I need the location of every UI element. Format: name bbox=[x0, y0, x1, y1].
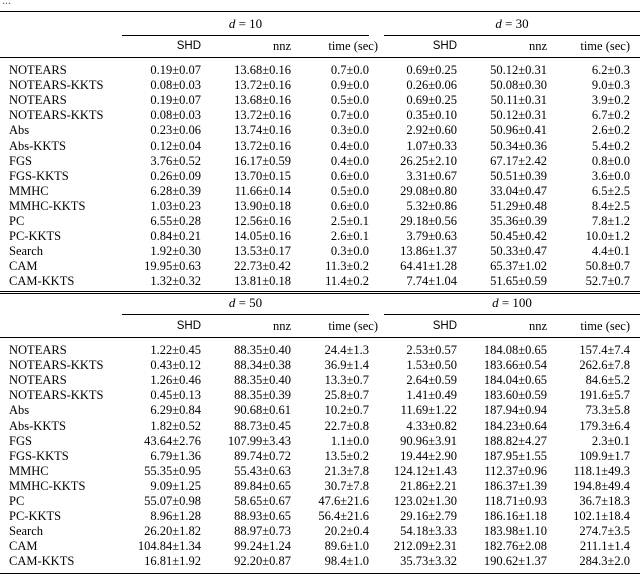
table-cell: 4.33±0.82 bbox=[406, 418, 457, 433]
table-cell: 187.95±1.55 bbox=[483, 448, 547, 463]
table-cell: 36.7±18.3 bbox=[579, 494, 630, 508]
group-header bbox=[384, 17, 640, 31]
table-cell: 184.08±0.65 bbox=[483, 343, 547, 357]
table-cell: 13.53±0.17 bbox=[234, 244, 291, 259]
table-cell: 262.6±7.8 bbox=[579, 358, 630, 373]
table-cell: 21.3±7.8 bbox=[324, 463, 369, 478]
table-cell: 50.51±0.39 bbox=[490, 168, 547, 183]
table-cell: 36.9±1.4 bbox=[324, 358, 369, 373]
group-value: 50 bbox=[249, 295, 263, 310]
table-cell: 118.1±49.3 bbox=[573, 463, 630, 478]
table-cell: 1.92±0.30 bbox=[150, 244, 201, 259]
table-cell: 90.96±3.91 bbox=[400, 433, 457, 448]
table-cell: 3.76±0.52 bbox=[150, 153, 201, 168]
table-cell: 194.8±49.4 bbox=[573, 478, 630, 493]
table-cell: 0.08±0.03 bbox=[150, 78, 201, 93]
group-header bbox=[384, 296, 640, 310]
table-cell: 107.99±3.43 bbox=[227, 433, 291, 448]
method-name: MMHC-KKTS bbox=[9, 198, 86, 213]
method-name: Abs bbox=[9, 123, 30, 138]
table-cell: 8.96±1.28 bbox=[150, 509, 201, 524]
table-cell: 16.17±0.59 bbox=[234, 153, 291, 168]
table-cell: 65.37±1.02 bbox=[490, 259, 547, 274]
table-cell: 0.23±0.06 bbox=[150, 123, 201, 138]
table-cell: 5.4±0.2 bbox=[591, 138, 630, 153]
table-cell: 12.56±0.16 bbox=[234, 214, 291, 228]
table-cell: 35.73±3.32 bbox=[400, 554, 457, 569]
group-equals: = bbox=[501, 16, 516, 31]
column-header: SHD bbox=[176, 320, 201, 332]
table-cell: 89.6±1.0 bbox=[324, 539, 369, 554]
table-cell: 102.1±18.4 bbox=[573, 509, 630, 524]
table-cell: 13.74±0.16 bbox=[234, 123, 291, 138]
method-name: NOTEARS-KKTS bbox=[9, 78, 104, 93]
group-variable: d bbox=[495, 16, 502, 31]
table-cell: 88.97±0.73 bbox=[234, 524, 291, 539]
table-cell: 1.1±0.0 bbox=[330, 433, 369, 448]
table-cell: 3.79±0.63 bbox=[406, 229, 457, 244]
table-cell: 25.8±0.7 bbox=[324, 388, 369, 403]
table-cell: 11.66±0.14 bbox=[234, 183, 291, 198]
column-header: time (sec) bbox=[580, 39, 630, 53]
table-cell: 50.33±0.47 bbox=[490, 244, 547, 259]
method-name: FGS-KKTS bbox=[9, 168, 69, 183]
table-cell: 24.4±1.3 bbox=[324, 343, 369, 357]
table-cell: 184.04±0.65 bbox=[483, 373, 547, 388]
group-rule bbox=[122, 35, 369, 36]
method-name: Abs-KKTS bbox=[9, 138, 66, 153]
group-value: 10 bbox=[249, 16, 263, 31]
table-cell: 33.04±0.47 bbox=[490, 183, 547, 198]
group-value: 100 bbox=[512, 295, 532, 310]
table-cell: 0.26±0.06 bbox=[406, 78, 457, 93]
table-cell: 1.22±0.45 bbox=[150, 343, 201, 357]
table-cell: 0.6±0.0 bbox=[330, 168, 369, 183]
column-header: time (sec) bbox=[580, 319, 630, 333]
table-cell: 157.4±7.4 bbox=[579, 343, 630, 357]
table-cell: 3.31±0.67 bbox=[406, 168, 457, 183]
table-cell: 89.74±0.72 bbox=[234, 448, 291, 463]
table-cell: 7.8±1.2 bbox=[591, 214, 630, 228]
table-cell: 2.3±0.1 bbox=[591, 433, 630, 448]
table-cell: 1.53±0.50 bbox=[406, 358, 457, 373]
table-cell: 19.95±0.63 bbox=[144, 259, 201, 274]
table-cell: 182.76±2.08 bbox=[483, 539, 547, 554]
table-cell: 183.60±0.59 bbox=[483, 388, 547, 403]
table-cell: 179.3±6.4 bbox=[579, 418, 630, 433]
column-header: time (sec) bbox=[328, 39, 378, 53]
table-cell: 88.35±0.40 bbox=[234, 373, 291, 388]
table-cell: 187.94±0.94 bbox=[483, 403, 547, 418]
method-name: PC-KKTS bbox=[9, 229, 62, 244]
table-cell: 29.18±0.56 bbox=[400, 214, 457, 228]
caption-tail: ... bbox=[2, 0, 11, 7]
table-cell: 51.29±0.48 bbox=[490, 198, 547, 213]
table-cell: 5.32±0.86 bbox=[406, 198, 457, 213]
column-header: nnz bbox=[272, 319, 291, 333]
table-cell: 89.84±0.65 bbox=[234, 478, 291, 493]
table-cell: 73.3±5.8 bbox=[585, 403, 630, 418]
method-name: FGS bbox=[9, 153, 32, 168]
column-header: SHD bbox=[432, 40, 457, 52]
method-name: CAM bbox=[9, 259, 38, 274]
method-name: Abs bbox=[9, 403, 30, 418]
table-cell: 50.12±0.31 bbox=[490, 63, 547, 77]
method-name: FGS bbox=[9, 433, 32, 448]
table-cell: 212.09±2.31 bbox=[393, 539, 457, 554]
table-cell: 109.9±1.7 bbox=[579, 448, 630, 463]
table-cell: 13.72±0.16 bbox=[234, 78, 291, 93]
table-cell: 98.4±1.0 bbox=[324, 554, 369, 569]
table-cell: 50.34±0.36 bbox=[490, 138, 547, 153]
method-name: PC-KKTS bbox=[9, 509, 62, 524]
table-cell: 274.7±3.5 bbox=[579, 524, 630, 539]
table-cell: 16.81±1.92 bbox=[144, 554, 201, 569]
table-cell: 50.8±0.7 bbox=[585, 259, 630, 274]
table-cell: 92.20±0.87 bbox=[234, 554, 291, 569]
table-cell: 0.84±0.21 bbox=[150, 229, 201, 244]
table-cell: 1.32±0.32 bbox=[150, 274, 201, 289]
table-cell: 90.68±0.61 bbox=[234, 403, 291, 418]
table-cell: 26.25±2.10 bbox=[400, 153, 457, 168]
table-cell: 2.64±0.59 bbox=[406, 373, 457, 388]
method-name: NOTEARS-KKTS bbox=[9, 358, 104, 373]
table-cell: 6.2±0.3 bbox=[591, 63, 630, 77]
table-cell: 99.24±1.24 bbox=[234, 539, 291, 554]
table-cell: 0.3±0.0 bbox=[330, 244, 369, 259]
table-cell: 47.6±21.6 bbox=[318, 494, 369, 508]
table-cell: 43.64±2.76 bbox=[144, 433, 201, 448]
table-cell: 1.07±0.33 bbox=[406, 138, 457, 153]
table-cell: 22.7±0.8 bbox=[324, 418, 369, 433]
table-cell: 112.37±0.96 bbox=[484, 463, 547, 478]
table-cell: 183.66±0.54 bbox=[483, 358, 547, 373]
table-cell: 2.92±0.60 bbox=[406, 123, 457, 138]
table-cell: 0.7±0.0 bbox=[330, 108, 369, 123]
table-cell: 55.07±0.98 bbox=[144, 494, 201, 508]
group-rule bbox=[384, 35, 640, 36]
method-name: NOTEARS-KKTS bbox=[9, 388, 104, 403]
table-cell: 88.34±0.38 bbox=[234, 358, 291, 373]
method-name: CAM-KKTS bbox=[9, 554, 75, 569]
column-header: time (sec) bbox=[328, 319, 378, 333]
group-rule bbox=[122, 314, 369, 315]
table-cell: 0.19±0.07 bbox=[150, 63, 201, 77]
table-cell: 52.7±0.7 bbox=[585, 274, 630, 289]
table-cell: 7.74±1.04 bbox=[406, 274, 457, 289]
table-cell: 0.45±0.13 bbox=[150, 388, 201, 403]
table-cell: 21.86±2.21 bbox=[400, 478, 457, 493]
table-cell: 3.9±0.2 bbox=[591, 93, 630, 108]
table-cell: 13.86±1.37 bbox=[400, 244, 457, 259]
method-name: NOTEARS bbox=[9, 93, 67, 108]
group-variable: d bbox=[228, 295, 236, 310]
header-rule bbox=[0, 57, 640, 58]
table-cell: 284.3±2.0 bbox=[579, 554, 630, 569]
table-cell: 2.6±0.1 bbox=[330, 229, 369, 244]
table-cell: 88.93±0.65 bbox=[234, 509, 291, 524]
table-cell: 51.65±0.59 bbox=[490, 274, 547, 289]
table-cell: 0.08±0.03 bbox=[150, 108, 201, 123]
method-name: Search bbox=[9, 244, 44, 259]
table-cell: 9.09±1.25 bbox=[150, 478, 201, 493]
table-cell: 124.12±1.43 bbox=[393, 463, 457, 478]
table-cell: 10.2±0.7 bbox=[324, 403, 369, 418]
table-cell: 54.18±3.33 bbox=[400, 524, 457, 539]
table-cell: 20.2±0.4 bbox=[324, 524, 369, 539]
table-cell: 88.73±0.45 bbox=[234, 418, 291, 433]
group-rule bbox=[384, 314, 640, 315]
table-cell: 3.6±0.0 bbox=[591, 168, 630, 183]
table-cell: 123.02±1.30 bbox=[393, 494, 457, 508]
table-cell: 13.90±0.18 bbox=[234, 198, 291, 213]
table-cell: 0.35±0.10 bbox=[406, 108, 457, 123]
table-cell: 19.44±2.90 bbox=[400, 448, 457, 463]
column-header: nnz bbox=[528, 39, 547, 53]
table-cell: 11.4±0.2 bbox=[325, 274, 369, 289]
table-cell: 13.68±0.16 bbox=[234, 93, 291, 108]
table-cell: 1.41±0.49 bbox=[406, 388, 457, 403]
table-cell: 188.82±4.27 bbox=[483, 433, 547, 448]
table-cell: 0.5±0.0 bbox=[330, 183, 369, 198]
table-cell: 118.71±0.93 bbox=[484, 494, 547, 508]
table-cell: 2.6±0.2 bbox=[591, 123, 630, 138]
table-cell: 22.73±0.42 bbox=[234, 259, 291, 274]
table-cell: 88.35±0.40 bbox=[234, 343, 291, 357]
table-cell: 6.29±0.84 bbox=[150, 403, 201, 418]
table-top-rule bbox=[0, 11, 640, 12]
method-name: MMHC bbox=[9, 463, 49, 478]
table-cell: 183.98±1.10 bbox=[483, 524, 547, 539]
table-cell: 0.69±0.25 bbox=[406, 93, 457, 108]
table-cell: 26.20±1.82 bbox=[144, 524, 201, 539]
table-cell: 13.70±0.15 bbox=[234, 168, 291, 183]
group-header bbox=[122, 296, 369, 310]
method-name: NOTEARS bbox=[9, 343, 67, 357]
table-cell: 11.69±1.22 bbox=[400, 403, 457, 418]
method-name: NOTEARS bbox=[9, 63, 67, 77]
table-cell: 55.35±0.95 bbox=[144, 463, 201, 478]
table-cell: 10.0±1.2 bbox=[585, 229, 630, 244]
table-cell: 0.69±0.25 bbox=[406, 63, 457, 77]
table-cell: 29.08±0.80 bbox=[400, 183, 457, 198]
table-cell: 13.5±0.2 bbox=[324, 448, 369, 463]
table-cell: 0.4±0.0 bbox=[330, 153, 369, 168]
table-cell: 6.79±1.36 bbox=[150, 448, 201, 463]
table-cell: 6.5±2.5 bbox=[591, 183, 630, 198]
table-cell: 0.26±0.09 bbox=[150, 168, 201, 183]
table-cell: 50.96±0.41 bbox=[490, 123, 547, 138]
table-cell: 55.43±0.63 bbox=[234, 463, 291, 478]
table-cell: 1.26±0.46 bbox=[150, 373, 201, 388]
table-cell: 0.3±0.0 bbox=[330, 123, 369, 138]
header-rule bbox=[0, 337, 640, 338]
table-cell: 29.16±2.79 bbox=[400, 509, 457, 524]
method-name: NOTEARS bbox=[9, 373, 67, 388]
table-cell: 6.55±0.28 bbox=[150, 214, 201, 228]
table-cell: 1.03±0.23 bbox=[150, 198, 201, 213]
group-value: 30 bbox=[515, 16, 529, 31]
table-top-rule bbox=[0, 291, 640, 292]
table-cell: 0.6±0.0 bbox=[330, 198, 369, 213]
table-cell: 14.05±0.16 bbox=[234, 229, 291, 244]
table-cell: 50.11±0.31 bbox=[490, 93, 547, 108]
table-cell: 2.5±0.1 bbox=[330, 214, 369, 228]
table-cell: 13.72±0.16 bbox=[234, 108, 291, 123]
table-cell: 0.19±0.07 bbox=[150, 93, 201, 108]
table-cell: 50.08±0.30 bbox=[490, 78, 547, 93]
method-name: PC bbox=[9, 494, 25, 508]
table-cell: 9.0±0.3 bbox=[591, 78, 630, 93]
group-equals: = bbox=[498, 295, 513, 310]
group-variable: d bbox=[492, 295, 499, 310]
table-cell: 56.4±21.6 bbox=[318, 509, 369, 524]
table-cell: 8.4±2.5 bbox=[591, 198, 630, 213]
column-header: SHD bbox=[432, 320, 457, 332]
table-cell: 84.6±5.2 bbox=[585, 373, 630, 388]
column-header: SHD bbox=[176, 40, 201, 52]
table-cell: 0.43±0.12 bbox=[150, 358, 201, 373]
method-name: CAM bbox=[9, 539, 38, 554]
method-name: Search bbox=[9, 524, 44, 539]
table-cell: 50.45±0.42 bbox=[490, 229, 547, 244]
table-cell: 0.4±0.0 bbox=[330, 138, 369, 153]
method-name: FGS-KKTS bbox=[9, 448, 69, 463]
table-cell: 190.62±1.37 bbox=[483, 554, 547, 569]
group-equals: = bbox=[235, 295, 250, 310]
method-name: MMHC-KKTS bbox=[9, 478, 86, 493]
table-cell: 211.1±1.4 bbox=[579, 539, 630, 554]
group-variable: d bbox=[228, 16, 236, 31]
table-cell: 1.82±0.52 bbox=[150, 418, 201, 433]
method-name: MMHC bbox=[9, 183, 49, 198]
table-cell: 184.23±0.64 bbox=[483, 418, 547, 433]
table-cell: 186.16±1.18 bbox=[483, 509, 547, 524]
method-name: CAM-KKTS bbox=[9, 274, 75, 289]
table-cell: 13.72±0.16 bbox=[234, 138, 291, 153]
table-cell: 191.6±5.7 bbox=[579, 388, 630, 403]
table-cell: 6.28±0.39 bbox=[150, 183, 201, 198]
table-cell: 11.3±0.2 bbox=[325, 259, 369, 274]
table-cell: 4.4±0.1 bbox=[591, 244, 630, 259]
table-cell: 13.81±0.18 bbox=[234, 274, 291, 289]
method-name: PC bbox=[9, 214, 25, 228]
table-cell: 58.65±0.67 bbox=[234, 494, 291, 508]
table-cell: 2.53±0.57 bbox=[406, 343, 457, 357]
column-header: nnz bbox=[272, 39, 291, 53]
method-name: Abs-KKTS bbox=[9, 418, 66, 433]
table-cell: 64.41±1.28 bbox=[400, 259, 457, 274]
group-equals: = bbox=[235, 16, 250, 31]
table-bottom-rule bbox=[0, 293, 640, 294]
table-cell: 6.7±0.2 bbox=[591, 108, 630, 123]
table-cell: 0.7±0.0 bbox=[330, 63, 369, 77]
column-header: nnz bbox=[528, 319, 547, 333]
table-cell: 0.9±0.0 bbox=[330, 78, 369, 93]
table-cell: 50.12±0.31 bbox=[490, 108, 547, 123]
table-cell: 67.17±2.42 bbox=[490, 153, 547, 168]
table-cell: 0.5±0.0 bbox=[330, 93, 369, 108]
table-cell: 35.36±0.39 bbox=[490, 214, 547, 228]
table-cell: 186.37±1.39 bbox=[483, 478, 547, 493]
table-cell: 104.84±1.34 bbox=[137, 539, 201, 554]
table-cell: 0.12±0.04 bbox=[150, 138, 201, 153]
table-cell: 30.7±7.8 bbox=[324, 478, 369, 493]
table-cell: 13.68±0.16 bbox=[234, 63, 291, 77]
table-cell: 13.3±0.7 bbox=[324, 373, 369, 388]
table-cell: 0.8±0.0 bbox=[591, 153, 630, 168]
group-header bbox=[122, 17, 369, 31]
method-name: NOTEARS-KKTS bbox=[9, 108, 104, 123]
table-cell: 88.35±0.39 bbox=[234, 388, 291, 403]
